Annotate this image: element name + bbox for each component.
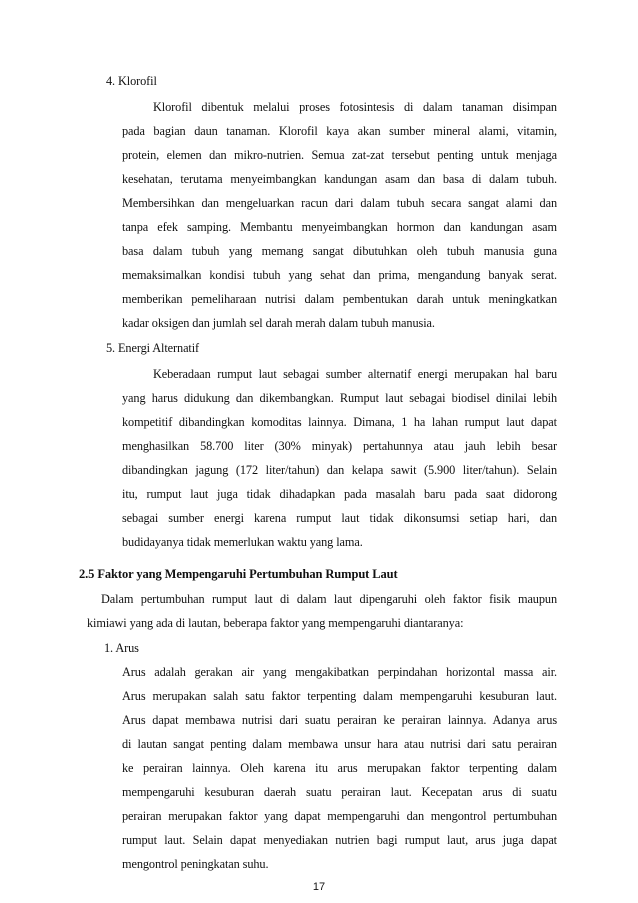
paragraph-line: memaksimalkan kondisi tubuh yang sehat dan prima, mengandung banyak serat. <box>122 268 557 282</box>
paragraph-line: memberikan pemeliharaan nutrisi dalam pembentukan darah untuk meningkatkan <box>122 292 557 306</box>
paragraph-line: Keberadaan rumput laut sebagai sumber alternatif energi merupakan hal baru <box>153 367 557 381</box>
paragraph-line: kompetitif dibandingkan komoditas lainnya. Dimana, 1 ha lahan rumput laut dapat <box>122 415 557 429</box>
paragraph-line: Membersihkan dan mengeluarkan racun dari dalam tubuh secara sangat alami dan <box>122 196 557 210</box>
paragraph-line: tanpa efek samping. Membantu menyeimbangkan hormon dan kandungan asam <box>122 220 557 234</box>
paragraph-line: budidayanya tidak memerlukan waktu yang lama. <box>122 535 363 549</box>
paragraph-line: perairan merupakan faktor yang dapat mempengaruhi dan mengontrol pertumbuhan <box>122 809 557 823</box>
paragraph-line: kesehatan, terutama menyeimbangkan kandungan asam dan basa di dalam tubuh. <box>122 172 557 186</box>
list-item-title-arus: 1. Arus <box>104 641 139 655</box>
paragraph-line: ke perairan lainnya. Oleh karena itu arus merupakan faktor terpenting dalam <box>122 761 557 775</box>
paragraph-line: Arus dapat membawa nutrisi dari suatu perairan ke perairan lainnya. Adanya arus <box>122 713 557 727</box>
paragraph-line: protein, elemen dan mikro-nutrien. Semua zat-zat tersebut penting untuk menjaga <box>122 148 557 162</box>
paragraph-line: mempengaruhi kesuburan daerah suatu perairan laut. Kecepatan arus di suatu <box>122 785 557 799</box>
paragraph-line: Arus merupakan salah satu faktor terpenting dalam mempengaruhi kesuburan laut. <box>122 689 557 703</box>
paragraph-line: kimiawi yang ada di lautan, beberapa faktor yang mempengaruhi diantaranya: <box>87 616 464 630</box>
paragraph-line: yang harus didukung dan dikembangkan. Rumput laut sebagai biodisel dinilai lebih <box>122 391 557 405</box>
page-number: 17 <box>312 881 326 893</box>
paragraph-line: pada bagian daun tanaman. Klorofil kaya akan sumber mineral alami, vitamin, <box>122 124 557 138</box>
paragraph-line: di lautan sangat penting dalam membawa unsur hara atau nutrisi dari satu perairan <box>122 737 557 751</box>
paragraph-line: Klorofil dibentuk melalui proses fotosintesis di dalam tanaman disimpan <box>153 100 557 114</box>
paragraph-line: basa dalam tubuh yang memang sangat dibutuhkan oleh tubuh manusia guna <box>122 244 557 258</box>
paragraph-line: rumput laut. Selain dapat menyediakan nutrien bagi rumput laut, arus juga dapat <box>122 833 557 847</box>
paragraph-line: sebagai sumber energi karena rumput laut tidak dikonsumsi setiap hari, dan <box>122 511 557 525</box>
section-heading: 2.5 Faktor yang Mempengaruhi Pertumbuhan Rumput Laut <box>79 567 398 581</box>
paragraph-line: kadar oksigen dan jumlah sel darah merah dalam tubuh manusia. <box>122 316 435 330</box>
list-item-title-klorofil: 4. Klorofil <box>106 74 157 88</box>
list-item-title-energi: 5. Energi Alternatif <box>106 341 200 355</box>
paragraph-line: dibandingkan jagung (172 liter/tahun) dan kelapa sawit (5.900 liter/tahun). Selain <box>122 463 557 477</box>
paragraph-line: itu, rumput laut juga tidak dihadapkan pada masalah baru pada saat didorong <box>122 487 557 501</box>
paragraph-line: Dalam pertumbuhan rumput laut di dalam laut dipengaruhi oleh faktor fisik maupun <box>101 592 557 606</box>
paragraph-line: Arus adalah gerakan air yang mengakibatkan perpindahan horizontal massa air. <box>122 665 557 679</box>
paragraph-line: mengontrol peningkatan suhu. <box>122 857 269 871</box>
paragraph-line: menghasilkan 58.700 liter (30% minyak) pertahunnya atau jauh lebih besar <box>122 439 557 453</box>
